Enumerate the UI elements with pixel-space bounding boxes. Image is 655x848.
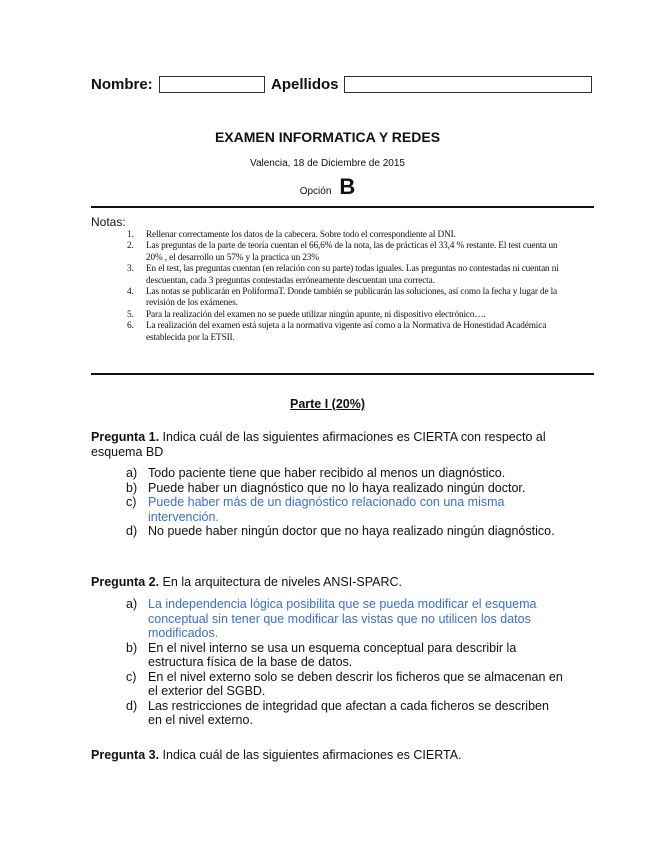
question-text: Indica cuál de las siguientes afirmaciones es CIERTA. bbox=[159, 748, 462, 762]
exam-title: EXAMEN INFORMATICA Y REDES bbox=[214, 129, 441, 145]
option-label: Opción bbox=[299, 186, 332, 197]
answer-option[interactable]: b) En el nivel interno se usa un esquema conceptual para describir la estructura física de la base de datos. bbox=[126, 640, 517, 669]
nombre-field[interactable] bbox=[159, 76, 265, 93]
question-text: En la arquitectura de niveles ANSI-SPARC. bbox=[159, 575, 403, 589]
note-item: 1. Rellenar correctamente los datos de la cabecera. Sobre todo el correspondiente al DNI. bbox=[127, 230, 456, 240]
note-item: 5. Para la realización del examen no se puede utilizar ningún apunte, ni dispositivo electrónico…. bbox=[127, 309, 486, 320]
top-divider bbox=[91, 206, 594, 208]
note-item: 2. Las preguntas de la parte de teoría cuentan el 66,6% de la nota, las de prácticas el 33,4 % restante. El test cuenta un 20% , el desarrollo un 57% y la practica un 23% bbox=[127, 241, 558, 263]
exam-option bbox=[0, 174, 655, 200]
question-1-options bbox=[126, 466, 566, 539]
exam-date: Valencia, 18 de Diciembre de 2015 bbox=[250, 158, 405, 169]
apellidos-field[interactable] bbox=[344, 76, 592, 93]
notes-list bbox=[91, 230, 561, 344]
note-item: 4. Las notas se publicarán en PoliformaT. Donde también se publicarán las soluciones, así como la fecha y lugar de la revisión de los exámenes. bbox=[127, 287, 558, 309]
question-label: Pregunta 2. bbox=[91, 575, 160, 589]
apellidos-label: Apellidos bbox=[271, 76, 339, 93]
answer-option-correct[interactable]: a) La independencia lógica posibilita que se pueda modificar el esquema conceptual sin tener que modificar las vistas que no utilicen los datos modificados. bbox=[126, 597, 537, 640]
answer-option[interactable]: d) Las restricciones de integridad que afectan a cada ficheros se describen en el nivel externo. bbox=[126, 698, 549, 727]
answer-option[interactable]: b) Puede haber un diagnóstico que no lo haya realizado ningún doctor. bbox=[126, 480, 526, 495]
notes-heading: Notas: bbox=[91, 215, 126, 229]
question-1 bbox=[91, 430, 581, 459]
answer-option-correct[interactable]: c) Puede haber más de un diagnóstico relacionado con una misma intervención. bbox=[126, 495, 505, 524]
part-title: Parte I (20%) bbox=[289, 397, 366, 411]
answer-option[interactable]: c) En el nivel externo solo se deben descrir los ficheros que se almacenan en el exterior del SGBD. bbox=[126, 669, 563, 698]
bottom-divider bbox=[91, 373, 594, 375]
question-text: Indica cuál de las siguientes afirmaciones es CIERTA con respecto al esquema BD bbox=[91, 430, 546, 459]
question-label: Pregunta 1. bbox=[91, 430, 160, 444]
option-value: B bbox=[339, 174, 356, 199]
note-item: 6. La realización del examen está sujeta a la normativa vigente así como a la Normativa de Honestidad Académica establecida por la ETSII. bbox=[127, 321, 547, 343]
answer-option[interactable]: a) Todo paciente tiene que haber recibido al menos un diagnóstico. bbox=[126, 466, 506, 480]
question-3 bbox=[91, 748, 581, 763]
question-2-options bbox=[126, 597, 566, 728]
note-item: 3. En el test, las preguntas cuentan (en relación con su parte) todas iguales. Las preguntas no contestadas ni cuentan ni descuentan, cada 3 preguntas contestadas erróneamente descuentan una correcta. bbox=[127, 264, 559, 286]
question-2 bbox=[91, 575, 581, 590]
answer-option[interactable]: d) No puede haber ningún doctor que no haya realizado ningún diagnóstico. bbox=[126, 524, 555, 538]
nombre-label: Nombre: bbox=[91, 76, 153, 93]
question-label: Pregunta 3. bbox=[91, 748, 160, 762]
